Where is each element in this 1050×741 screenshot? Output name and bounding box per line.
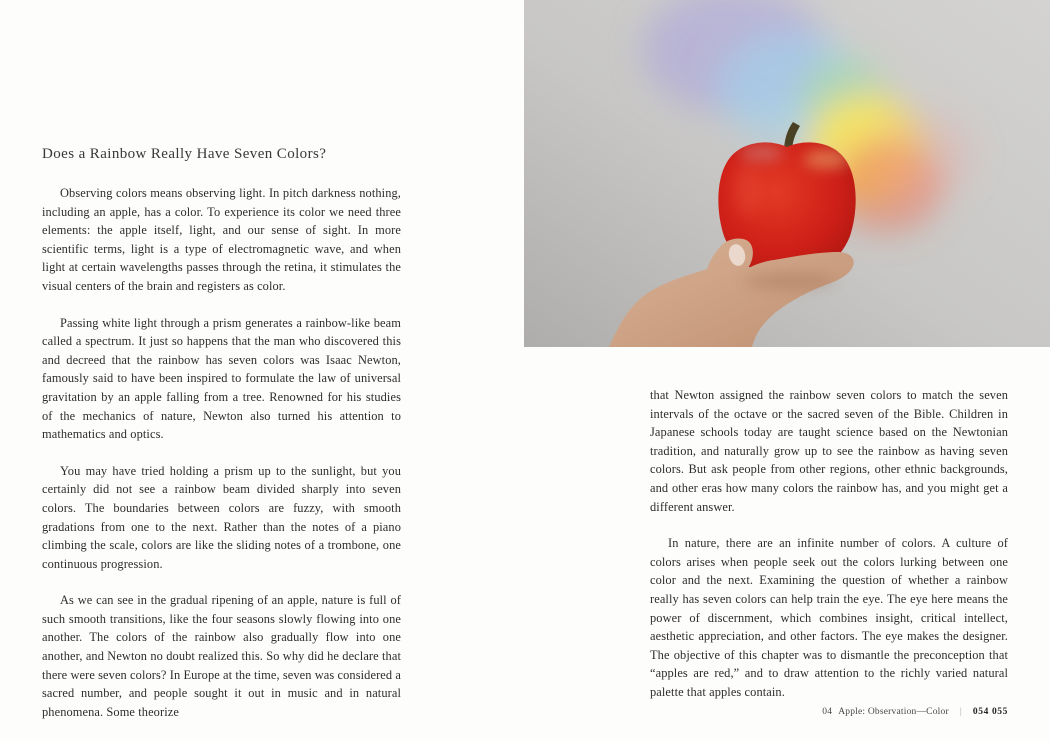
paragraph: Observing colors means observing light. In pitch darkness nothing, including an apple, has a color. To experience its color we need three elements: the apple itself, light, and our sense of sight. In more scientific terms, light is a type of electromagnetic wave, and when light at certain wavelengths passes through the retina, it stimulates the visual centers of the brain and registers as color. (42, 186, 401, 293)
page-footer (822, 707, 1008, 717)
apple-rainbow-photo (524, 0, 1050, 347)
paragraph: As we can see in the gradual ripening of an apple, nature is full of such smooth transitions, like the four seasons slowly flowing into one another. The colors of the rainbow also gradually flow into one another, and Newton no doubt realized this. So why did he declare that there were seven colors? In Europe at the time, seven was considered a sacred number, and people sought it out in music and in natural phenomena. Some theorize (42, 593, 401, 719)
paragraph: Passing white light through a prism generates a rainbow-like beam called a spectrum. It just so happens that the man who discovered this and decreed that the rainbow has seven colors was Isaac Newton, famously said to have been inspired to formulate the law of universal gravitation by an apple falling from a tree. Renowned for his studies of the mechanics of nature, Newton also turned his attention to mathematics and optics. (42, 315, 401, 442)
chapter-title: Apple: Observation—Color (838, 707, 949, 717)
spectrum-pink-halo (869, 111, 973, 199)
footer-separator: | (959, 707, 962, 717)
left-page-text-column (42, 146, 401, 721)
paragraph: In nature, there are an infinite number of colors. A culture of colors arises when people seek out the colors lurking between one color and the next. Examining the question of whether a rainbow really has seven colors can help train the eye. The eye here means the power of discernment, which combines insight, critical intellect, aesthetic appreciation, and other factors. The eye makes the designer. The objective of this chapter was to dismantle the preconception that “apples are red,” and to draw attention to the richly varied natural palette that apples contain. (650, 536, 1008, 699)
chapter-number: 04 (822, 707, 833, 717)
apple-cool-sheen (739, 145, 783, 161)
apple-rainbow-photo-canvas (524, 0, 1050, 347)
page-numbers: 054 055 (972, 707, 1008, 717)
right-page-text-column (650, 386, 1008, 702)
apple-left-highlight (734, 164, 762, 216)
page-title: Does a Rainbow Really Have Seven Colors? (42, 146, 327, 162)
apple-shadow-on-fingers (744, 273, 836, 289)
paragraph: You may have tried holding a prism up to the sunlight, but you certainly did not see a rainbow beam divided sharply into seven colors. The boundaries between colors are fuzzy, with smooth gradations from one to the next. Rather than the notes of a piano climbing the scale, colors are like the sliding notes of a trombone, one continuous progression. (42, 463, 401, 571)
paragraph: that Newton assigned the rainbow seven colors to match the seven intervals of the octave or the sacred seven of the Bible. Children in Japanese schools today are taught science based on the Newtonian tradition, and naturally grow up to see the rainbow as having seven colors. But ask people from other regions, other ethnic backgrounds, and other eras how many colors the rainbow has, and you might get a different answer. (650, 388, 1008, 514)
apple-yellow-reflection (804, 149, 850, 169)
